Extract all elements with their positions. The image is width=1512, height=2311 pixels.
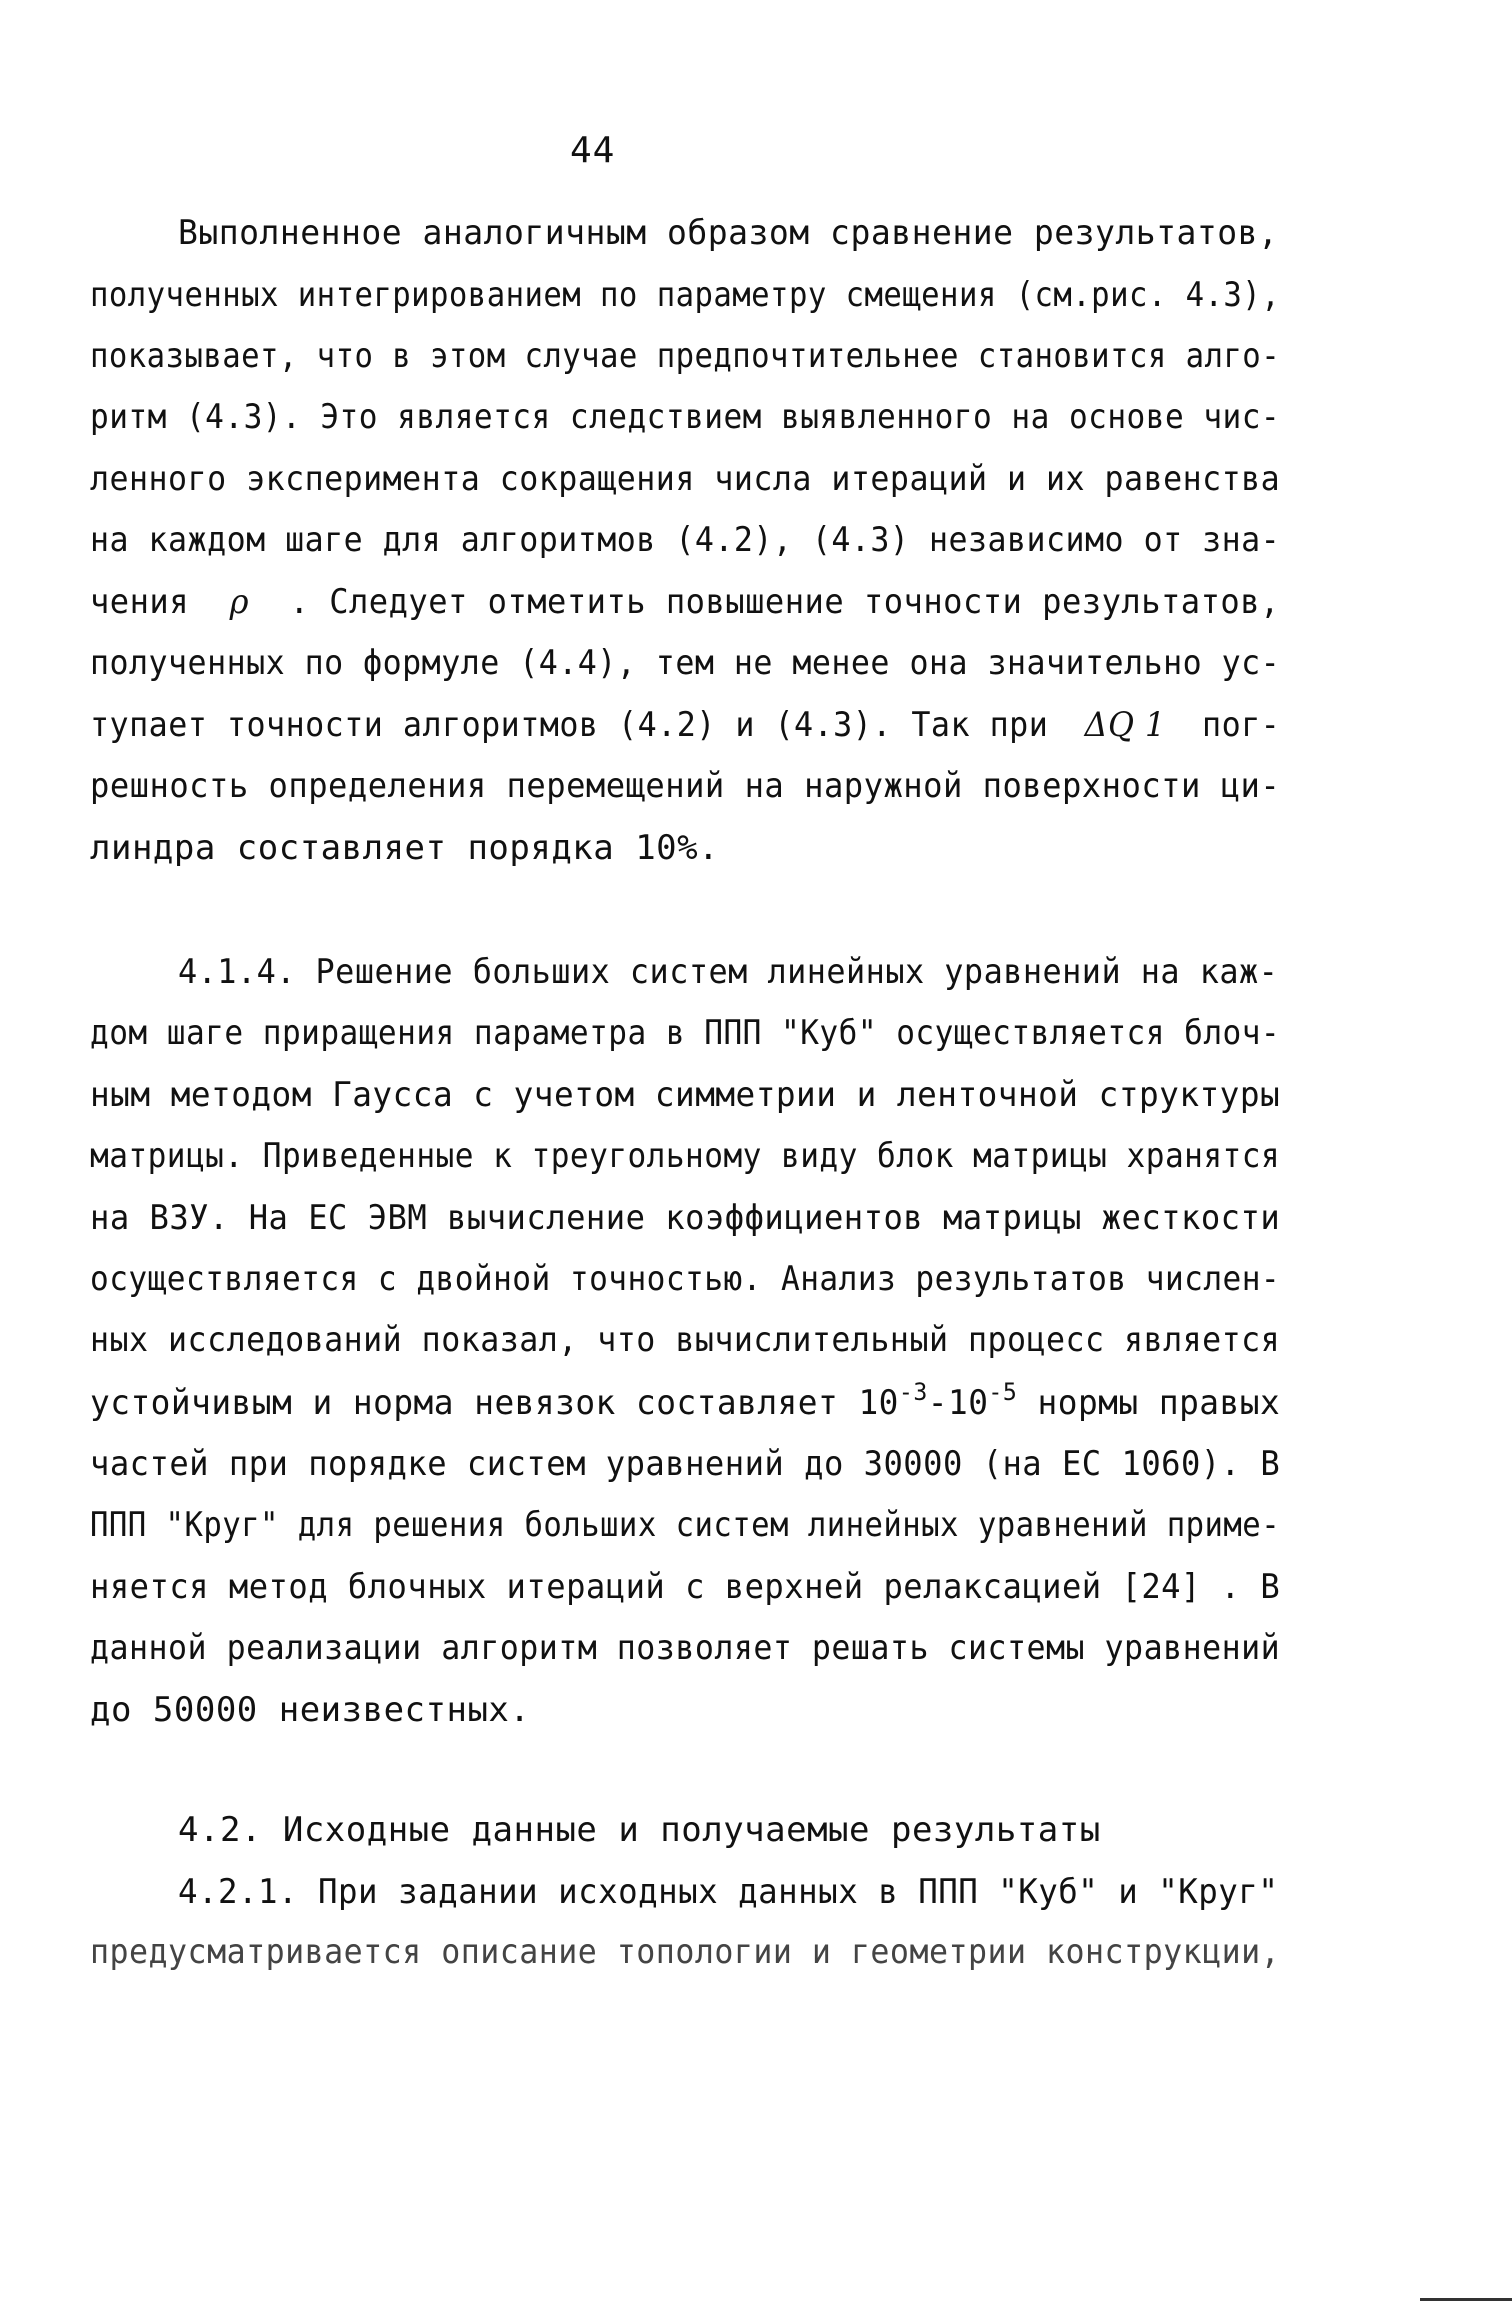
exponent-base: 10: [858, 1383, 899, 1423]
exponent-base: -10: [927, 1383, 989, 1423]
text-fragment: чения: [90, 582, 190, 622]
text-line: ППП "Круг" для решения больших систем линейных уравнений приме-: [90, 1505, 1281, 1545]
text-line: няется метод блочных итераций с верхней релаксацией [24] . В: [90, 1567, 1281, 1607]
text-line: показывает, что в этом случае предпочтительнее становится алго-: [90, 336, 1281, 376]
text-line: 4.1.4. Решение больших систем линейных уравнений на каж-: [178, 952, 1279, 992]
text-fragment: . Следует отметить повышение точности результатов,: [289, 582, 1280, 622]
text-line: [90, 705, 1281, 745]
text-fragment: нормы правых: [1037, 1383, 1281, 1423]
text-line: линдра составляет порядка 10%.: [90, 828, 720, 868]
text-line: 4.2.1. При задании исходных данных в ППП "Куб" и "Круг": [178, 1872, 1279, 1912]
text-fragment: пог-: [1202, 705, 1281, 745]
text-line: Выполненное аналогичным образом сравнение результатов,: [178, 213, 1279, 253]
text-fragment: тупает точности алгоритмов (4.2) и (4.3). Так при: [90, 705, 1049, 745]
text-line: осуществляется с двойной точностью. Анализ результатов числен-: [90, 1259, 1281, 1299]
text-line: ритм (4.3). Это является следствием выявленного на основе чис-: [90, 397, 1281, 437]
text-line: полученных по формуле (4.4), тем не менее она значительно ус-: [90, 643, 1281, 683]
text-line: до 50000 неизвестных.: [90, 1690, 531, 1730]
text-line: дом шаге приращения параметра в ППП "Куб" осуществляется блоч-: [90, 1013, 1281, 1053]
text-line: частей при порядке систем уравнений до 30000 (на ЕС 1060). В: [90, 1444, 1281, 1484]
exponent: -5: [988, 1378, 1018, 1406]
text-line: матрицы. Приведенные к треугольному виду блок матрицы хранятся: [90, 1136, 1281, 1176]
text-line: предусматривается описание топологии и геометрии конструкции,: [90, 1932, 1281, 1972]
exponent: -3: [898, 1378, 928, 1406]
text-line: данной реализации алгоритм позволяет решать системы уравнений: [90, 1628, 1281, 1668]
text-line: ным методом Гаусса с учетом симметрии и ленточной структуры: [90, 1075, 1281, 1115]
scan-edge-mark: [1420, 2298, 1512, 2301]
page-number: 44: [570, 130, 616, 171]
text-line: ных исследований показал, что вычислительный процесс является: [90, 1320, 1281, 1360]
text-line: [90, 1378, 1281, 1423]
text-line: на каждом шаге для алгоритмов (4.2), (4.3) независимо от зна-: [90, 520, 1281, 560]
delta-q-symbol: ΔQ 1: [1084, 705, 1166, 745]
text-line: [90, 582, 1280, 622]
rho-symbol: ρ: [229, 582, 249, 622]
text-line: решность определения перемещений на наружной поверхности ци-: [90, 766, 1281, 806]
text-line: на ВЗУ. На ЕС ЭВМ вычисление коэффициентов матрицы жесткости: [90, 1198, 1281, 1238]
text-fragment: устойчивым и норма невязок составляет: [90, 1383, 839, 1423]
text-line: ленного эксперимента сокращения числа итераций и их равенства: [90, 459, 1281, 499]
section-heading: 4.2. Исходные данные и получаемые результаты: [178, 1810, 1101, 1850]
text-line: полученных интегрированием по параметру смещения (см.рис. 4.3),: [90, 275, 1281, 315]
